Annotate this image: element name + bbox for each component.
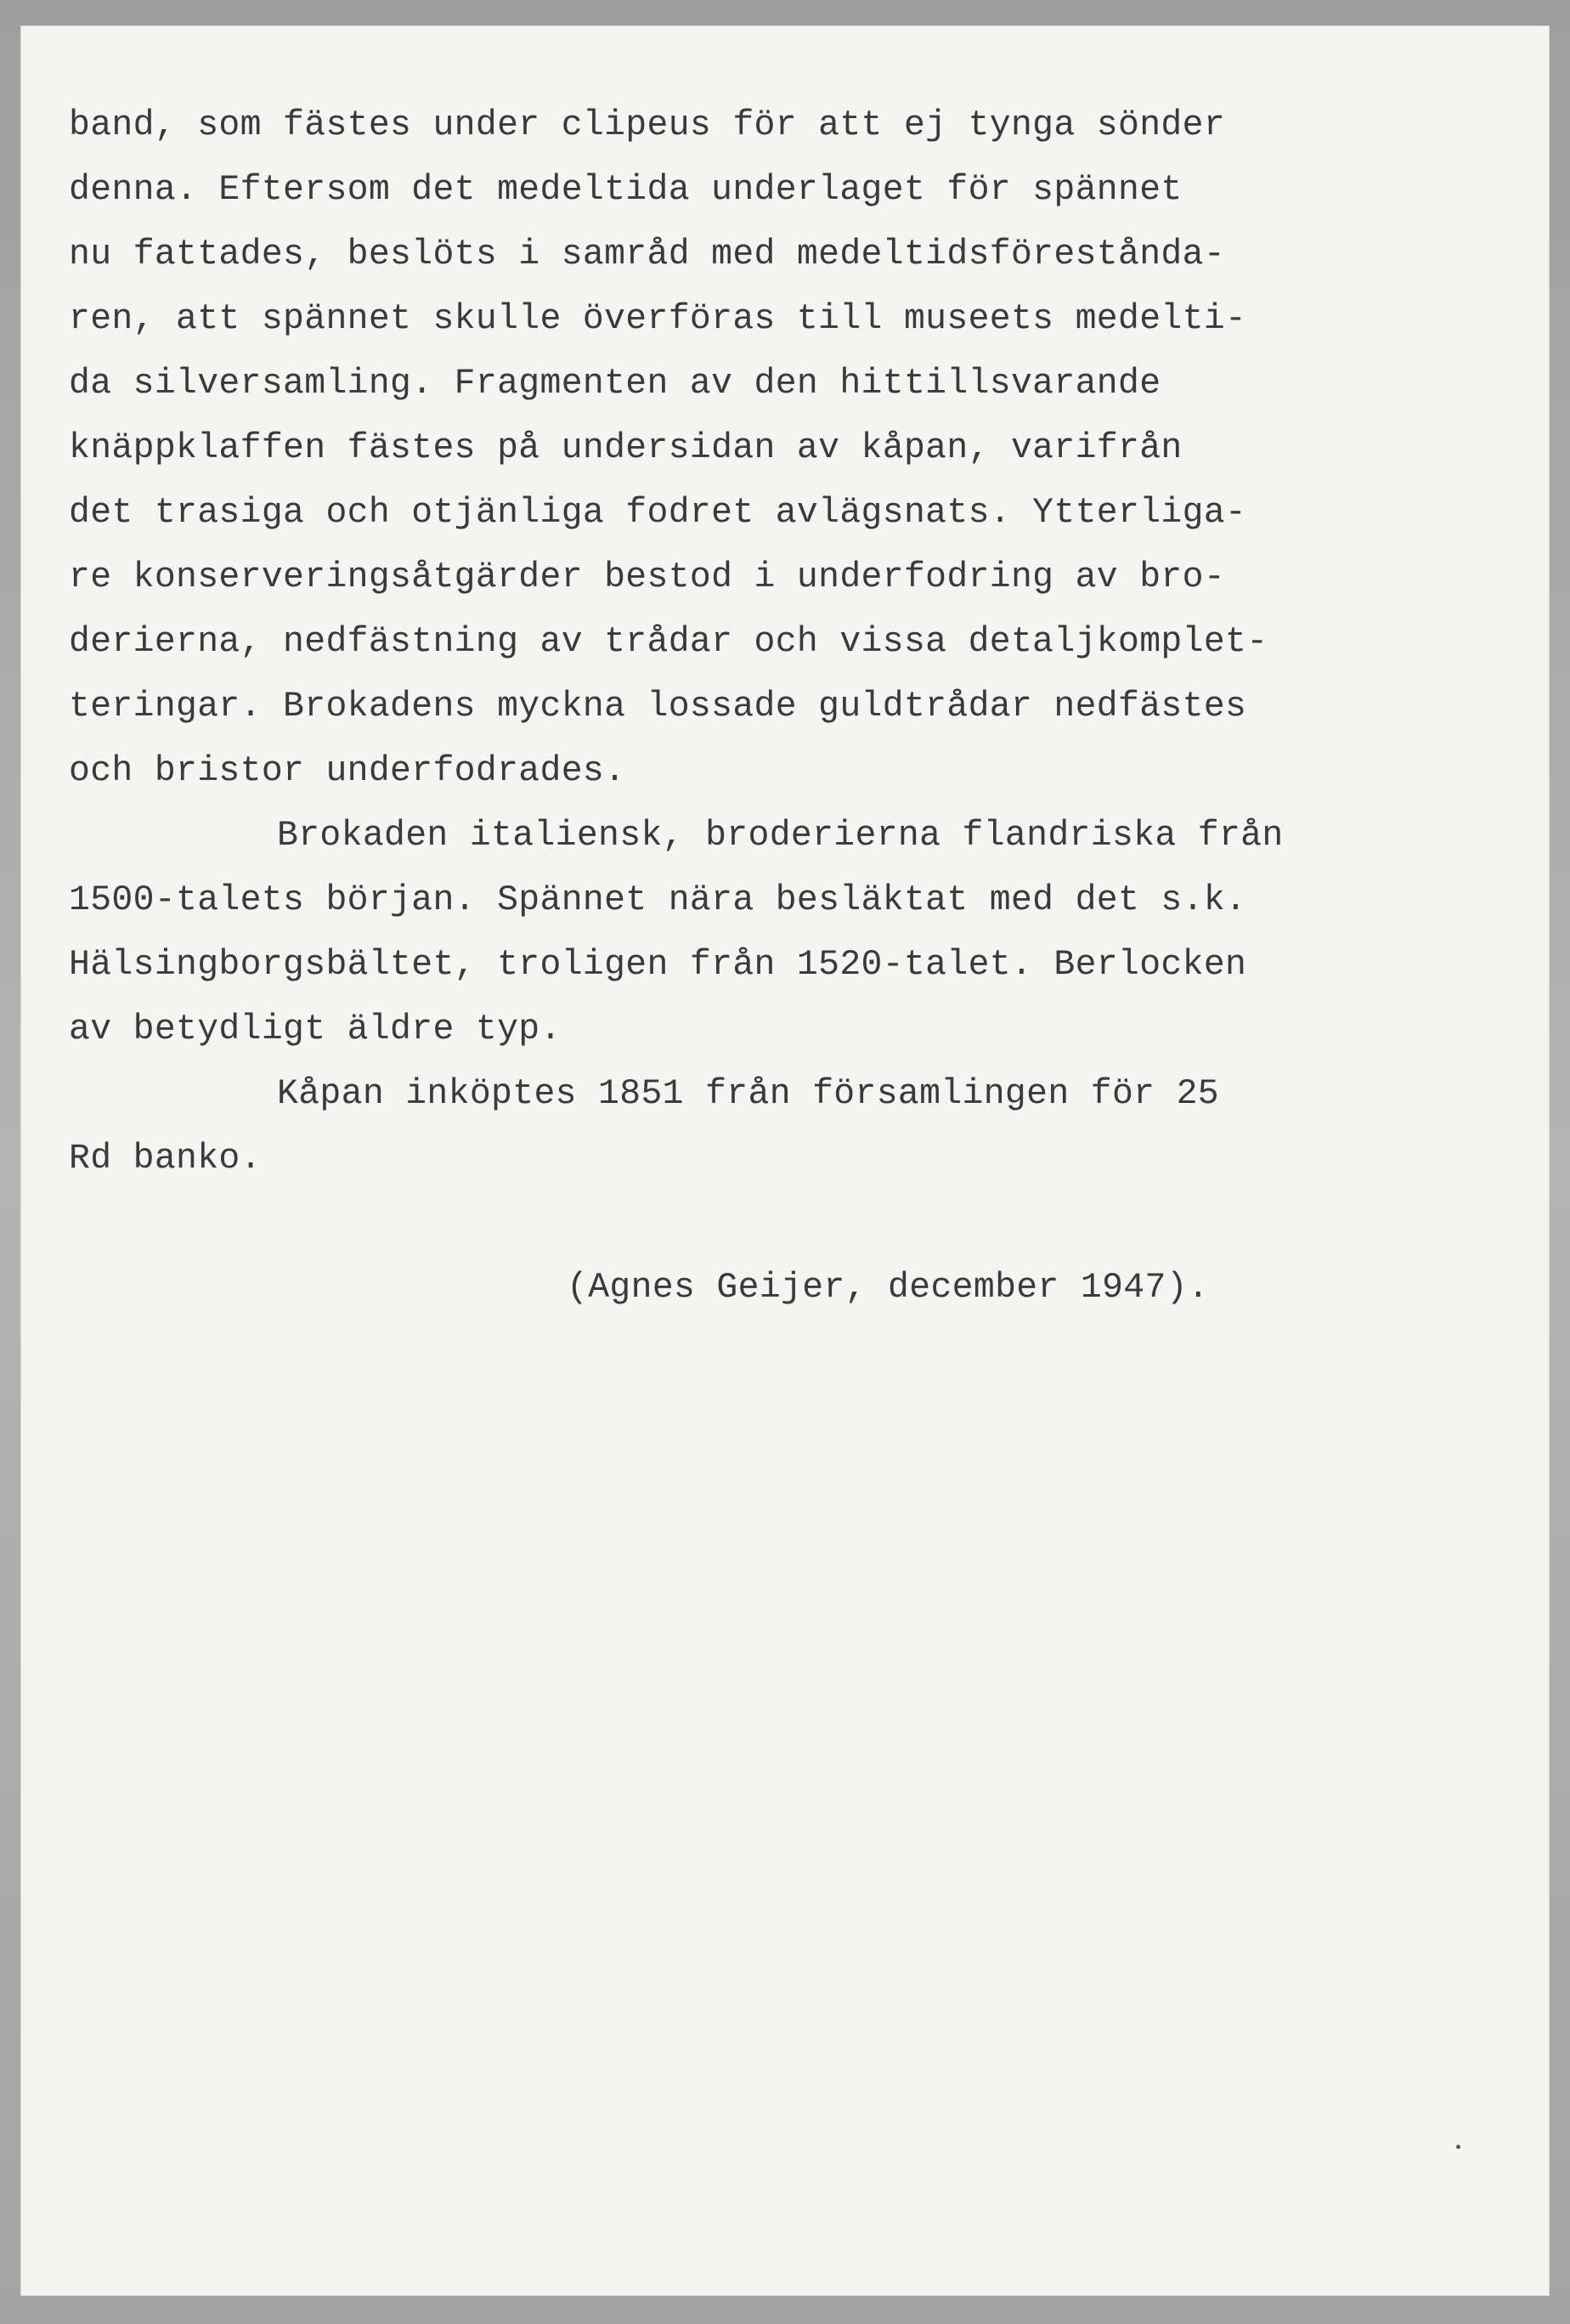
text-line-17: Rd banko.: [69, 1139, 262, 1179]
text-line-3: nu fattades, beslöts i samråd med medeltidsförestånda-: [69, 235, 1226, 274]
text-line-14: Hälsingborgsbältet, troligen från 1520-talet. Berlocken: [69, 945, 1247, 985]
text-line-7: det trasiga och otjänliga fodret avlägsnats. Ytterliga-: [69, 493, 1247, 533]
typewritten-page: [20, 25, 1550, 2296]
text-line-16: Kåpan inköptes 1851 från församlingen för 25: [277, 1074, 1219, 1114]
text-line-13: 1500-talets början. Spännet nära besläktat med det s.k.: [69, 880, 1247, 920]
text-line-9: derierna, nedfästning av trådar och vissa detaljkomplet-: [69, 622, 1268, 662]
paper-speck: [1456, 2145, 1460, 2149]
text-line-6: knäppklaffen fästes på undersidan av kåpan, varifrån: [69, 428, 1183, 468]
text-line-4: ren, att spännet skulle överföras till museets medelti-: [69, 299, 1247, 339]
text-line-2: denna. Eftersom det medeltida underlaget för spännet: [69, 170, 1183, 210]
text-line-11: och bristor underfodrades.: [69, 751, 626, 791]
signature-line: (Agnes Geijer, december 1947).: [567, 1268, 1210, 1308]
text-line-10: teringar. Brokadens myckna lossade guldtrådar nedfästes: [69, 687, 1247, 727]
text-line-8: re konserveringsåtgärder bestod i underfodring av bro-: [69, 557, 1226, 597]
text-line-12: Brokaden italiensk, broderierna flandriska från: [277, 816, 1284, 856]
text-line-1: band, som fästes under clipeus för att ej tynga sönder: [69, 105, 1226, 145]
text-line-15: av betydligt äldre typ.: [69, 1009, 562, 1049]
text-line-5: da silversamling. Fragmenten av den hittillsvarande: [69, 364, 1161, 404]
